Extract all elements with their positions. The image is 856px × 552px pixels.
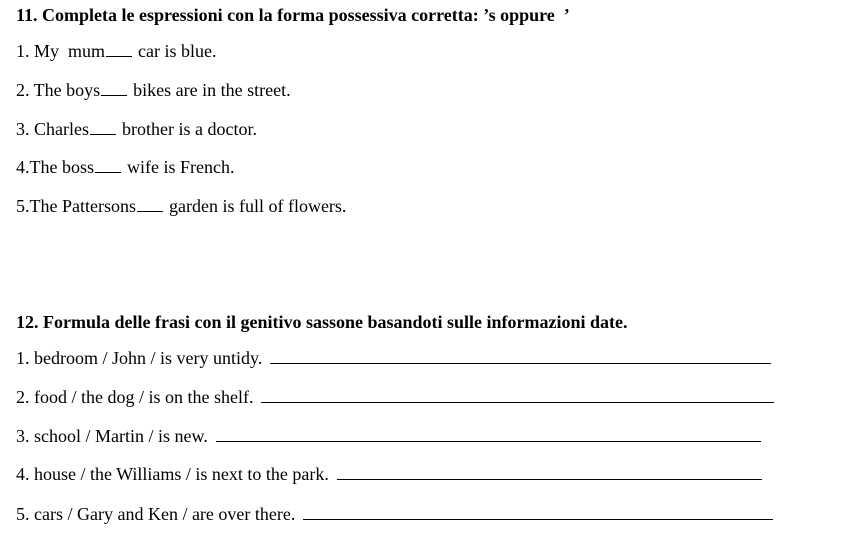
- exercise-11-heading-options: ’s oppure ’: [478, 5, 570, 25]
- item-prompt: 2. food / the dog / is on the shelf.: [16, 387, 254, 407]
- answer-blank[interactable]: [106, 41, 132, 57]
- item-prompt: 4. house / the Williams / is next to the park.: [16, 464, 329, 484]
- item-text-before: 2. The boys: [16, 80, 101, 100]
- answer-blank[interactable]: [90, 119, 116, 135]
- exercise-11-item-1: [16, 40, 216, 62]
- exercise-11-item-5: [16, 195, 346, 217]
- exercise-11-item-3: [16, 118, 257, 140]
- item-text-before: 3. Charles: [16, 119, 89, 139]
- item-text-before: 4.The boss: [16, 157, 94, 177]
- exercise-12-heading: 12. Formula delle frasi con il genitivo sassone basandoti sulle informazioni date.: [16, 312, 628, 332]
- answer-blank[interactable]: [95, 157, 121, 173]
- answer-blank[interactable]: [137, 196, 163, 212]
- item-prompt: 5. cars / Gary and Ken / are over there.: [16, 504, 296, 524]
- item-prompt: 3. school / Martin / is new.: [16, 426, 208, 446]
- item-text-after: wife is French.: [127, 157, 235, 177]
- item-text-before: 5.The Pattersons: [16, 196, 136, 216]
- item-text-after: car is blue.: [138, 41, 217, 61]
- item-text-after: brother is a doctor.: [121, 119, 257, 139]
- answer-line[interactable]: [337, 464, 762, 480]
- exercise-12-item-2: [16, 386, 774, 408]
- item-text-before: 1. My mum: [16, 41, 106, 61]
- exercise-12-item-4: [16, 463, 762, 485]
- exercise-12-item-3: [16, 425, 761, 447]
- answer-line[interactable]: [270, 348, 771, 364]
- answer-line[interactable]: [216, 426, 761, 442]
- item-text-after: garden is full of flowers.: [168, 196, 347, 216]
- answer-line[interactable]: [261, 387, 774, 403]
- exercise-11-item-4: [16, 156, 234, 178]
- answer-blank[interactable]: [101, 80, 127, 96]
- exercise-11-item-2: [16, 79, 291, 101]
- exercise-11-heading: [16, 4, 570, 26]
- answer-line[interactable]: [303, 504, 773, 520]
- item-prompt: 1. bedroom / John / is very untidy.: [16, 348, 263, 368]
- item-text-after: bikes are in the street.: [133, 80, 291, 100]
- exercise-12-item-5: [16, 503, 773, 525]
- exercise-12-item-1: [16, 347, 771, 369]
- exercise-11-heading-text: 11. Completa le espressioni con la forma possessiva corretta:: [16, 5, 479, 25]
